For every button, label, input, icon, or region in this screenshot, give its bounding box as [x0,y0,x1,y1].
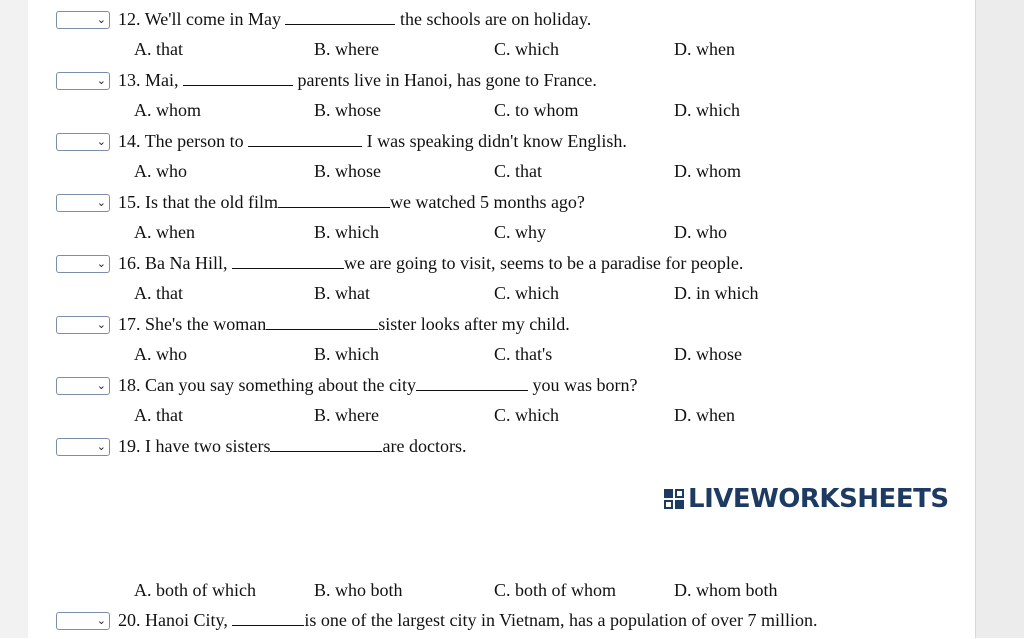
options-row [28,404,968,434]
question-text-before-blank: Can you say something about the city [145,375,416,395]
question-text [118,374,637,396]
question-text-after-blank: the schools are on holiday. [395,9,592,29]
answer-dropdown[interactable] [56,255,110,273]
chevron-down-icon: ⌄ [96,196,106,209]
answer-option-a: A. who [134,161,187,181]
answer-dropdown[interactable] [56,377,110,395]
question-text [118,435,466,457]
options-row [28,343,968,373]
question-text [118,252,743,274]
answer-option-c: C. which [494,283,559,303]
question-number: 20. [118,610,141,630]
question-text-before-blank: Is that the old film [145,192,278,212]
answer-blank [278,191,390,208]
chevron-down-icon: ⌄ [96,74,106,87]
question-text-before-blank: She's the woman [145,314,267,334]
chevron-down-icon: ⌄ [96,135,106,148]
answer-option-c: C. which [494,405,559,425]
answer-option-c: C. that [494,161,542,181]
answer-blank [285,8,395,25]
answer-option-d: D. whom [674,161,741,181]
answer-option-b: B. who both [314,580,403,600]
answer-blank [183,69,293,86]
chevron-down-icon: ⌄ [96,318,106,331]
options-row [28,160,968,190]
question-number: 16. [118,253,141,273]
answer-blank [232,252,344,269]
question-text-after-blank: we are going to visit, seems to be a paradise for people. [344,253,744,273]
question-text-after-blank: is one of the largest city in Vietnam, has a population of over 7 million. [304,610,818,630]
answer-option-d: D. whom both [674,580,778,600]
answer-dropdown[interactable] [56,194,110,212]
question-text-before-blank: Hanoi City, [145,610,233,630]
question-row [28,252,968,282]
answer-blank [416,374,528,391]
options-row [28,38,968,68]
question-row [28,130,968,160]
question-text-after-blank: we watched 5 months ago? [389,192,585,212]
question-text-before-blank: The person to [144,131,249,151]
question-text [118,191,585,213]
question-text [118,609,818,631]
question-number: 12. [118,9,141,29]
liveworksheets-logo [664,484,949,514]
answer-option-a: A. who [134,344,187,364]
answer-option-a: A. both of which [134,580,256,600]
page-edge [975,0,976,638]
answer-dropdown[interactable] [56,11,110,29]
answer-option-c: C. why [494,222,547,242]
answer-option-d: D. who [674,222,727,242]
right-gutter [976,0,1024,638]
question-number: 14. [118,131,141,151]
question-text-after-blank: are doctors. [382,436,467,456]
answer-blank [248,130,362,147]
answer-option-b: B. whose [314,100,381,120]
question-text [118,69,597,91]
question-text-before-blank: Mai, [145,70,183,90]
chevron-down-icon: ⌄ [96,379,106,392]
question-text-after-blank: parents live in Hanoi, has gone to France. [293,70,597,90]
answer-dropdown[interactable] [56,133,110,151]
question-text [118,8,591,30]
answer-option-b: B. whose [314,161,381,181]
worksheet-page [28,0,975,638]
question-row [28,191,968,221]
chevron-down-icon: ⌄ [96,614,106,627]
options-row [28,282,968,312]
chevron-down-icon: ⌄ [96,440,106,453]
answer-option-b: B. where [314,39,379,59]
answer-option-a: A. whom [134,100,201,120]
logo-text: LIVEWORKSHEETS [688,484,949,514]
options-row [28,579,968,609]
options-row [28,221,968,251]
question-row [28,69,968,99]
question-text-after-blank: sister looks after my child. [378,314,570,334]
question-row [28,435,968,465]
answer-option-d: D. when [674,405,735,425]
chevron-down-icon: ⌄ [96,13,106,26]
question-text-after-blank: you was born? [527,375,638,395]
question-text [118,130,627,152]
question-text-before-blank: Ba Na Hill, [145,253,232,273]
answer-option-d: D. in which [674,283,759,303]
answer-option-c: C. both of whom [494,580,617,600]
answer-option-a: A. that [134,283,183,303]
options-row [28,99,968,129]
answer-option-c: C. that's [494,344,553,364]
answer-option-a: A. that [134,39,183,59]
question-text-before-blank: I have two sisters [145,436,271,456]
answer-option-b: B. which [314,344,379,364]
answer-option-a: A. that [134,405,183,425]
question-row [28,8,968,38]
question-row [28,313,968,343]
answer-option-b: B. which [314,222,379,242]
question-row [28,374,968,404]
answer-blank [266,313,378,330]
question-text-after-blank: I was speaking didn't know English. [362,131,627,151]
answer-option-c: C. to whom [494,100,579,120]
answer-option-d: D. whose [674,344,742,364]
answer-blank [232,609,304,626]
answer-option-c: C. which [494,39,559,59]
question-number: 17. [118,314,141,334]
answer-option-b: B. where [314,405,379,425]
answer-dropdown[interactable] [56,438,110,456]
answer-option-d: D. when [674,39,735,59]
chevron-down-icon: ⌄ [96,257,106,270]
question-number: 13. [118,70,141,90]
left-gutter [0,0,28,638]
answer-dropdown[interactable] [56,612,110,630]
question-text [118,313,570,335]
answer-option-d: D. which [674,100,740,120]
question-number: 18. [118,375,141,395]
liveworksheets-logo-icon [664,489,684,509]
answer-dropdown[interactable] [56,72,110,90]
answer-dropdown[interactable] [56,316,110,334]
answer-option-b: B. what [314,283,370,303]
question-text-before-blank: We'll come in May [144,9,286,29]
answer-blank [270,435,382,452]
question-number: 19. [118,436,141,456]
question-number: 15. [118,192,141,212]
answer-option-a: A. when [134,222,195,242]
question-row [28,609,968,639]
